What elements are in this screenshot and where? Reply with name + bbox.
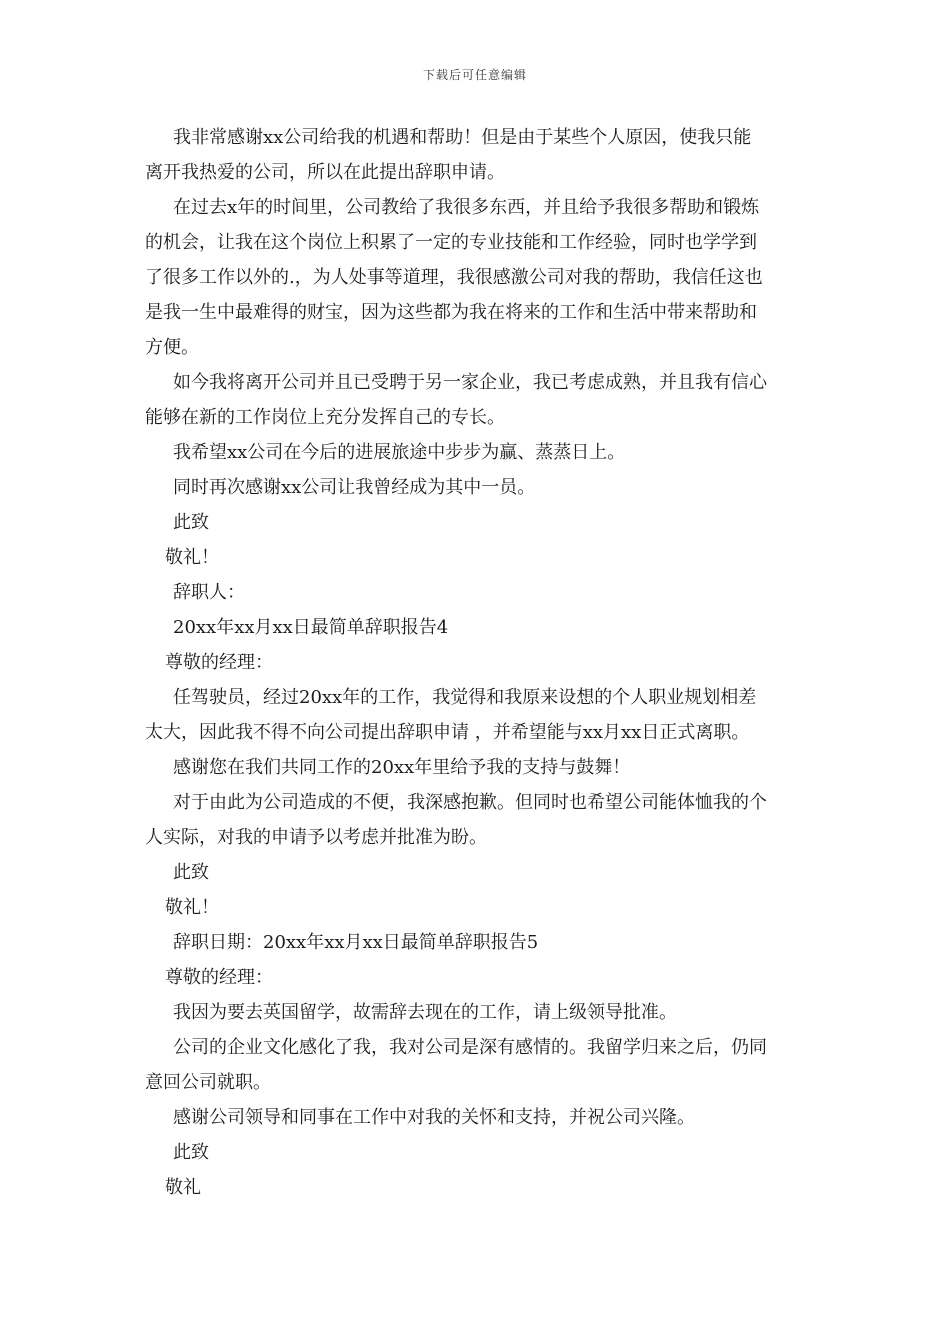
salutation-line: 敬礼！ [165,897,219,918]
paragraph-line: 我希望xx公司在今后的进展旅途中步步为赢、蒸蒸日上。 [173,442,626,463]
paragraph-line: 任驾驶员，经过20xx年的工作，我觉得和我原来设想的个人职业规划相差 [173,687,757,708]
paragraph-line: 意回公司就职。 [145,1072,271,1093]
document-body [145,120,810,1205]
greeting-line: 尊敬的经理： [165,652,273,673]
paragraph-line: 了很多工作以外的.，为人处事等道理，我很感激公司对我的帮助，我信任这也 [145,267,763,288]
date-title-line: 辞职日期：20xx年xx月xx日最简单辞职报告5 [173,932,539,953]
paragraph-line: 我因为要去英国留学，故需辞去现在的工作，请上级领导批准。 [173,1002,677,1023]
paragraph-line: 感谢公司领导和同事在工作中对我的关怀和支持，并祝公司兴隆。 [173,1107,695,1128]
date-title-line: 20xx年xx月xx日最简单辞职报告4 [173,617,449,638]
closing-line: 此致 [173,1142,209,1163]
paragraph-line: 公司的企业文化感化了我，我对公司是深有感情的。我留学归来之后，仍同 [173,1037,767,1058]
signature-line: 辞职人： [173,582,245,603]
closing-line: 此致 [173,862,209,883]
greeting-line: 尊敬的经理： [165,967,273,988]
salutation-line: 敬礼！ [165,547,219,568]
paragraph-line: 同时再次感谢xx公司让我曾经成为其中一员。 [173,477,536,498]
paragraph-line: 太大，因此我不得不向公司提出辞职申请 ，并希望能与xx月xx日正式离职。 [145,722,750,743]
paragraph-line: 方便。 [145,337,199,358]
header-note: 下载后可任意编辑 [422,68,527,82]
closing-line: 此致 [173,512,209,533]
paragraph-line: 我非常感谢xx公司给我的机遇和帮助！但是由于某些个人原因，使我只能 [173,127,752,148]
salutation-line: 敬礼 [165,1177,201,1198]
paragraph-line: 在过去x年的时间里，公司教给了我很多东西，并且给予我很多帮助和锻炼 [173,197,760,218]
paragraph-line: 的机会，让我在这个岗位上积累了一定的专业技能和工作经验，同时也学学到 [145,232,757,253]
paragraph-line: 人实际，对我的申请予以考虑并批准为盼。 [145,827,487,848]
paragraph-line: 感谢您在我们共同工作的20xx年里给予我的支持与鼓舞！ [173,757,631,778]
paragraph-line: 如今我将离开公司并且已受聘于另一家企业，我已考虑成熟，并且我有信心 [173,372,767,393]
paragraph-line: 能够在新的工作岗位上充分发挥自己的专长。 [145,407,505,428]
paragraph-line: 离开我热爱的公司，所以在此提出辞职申请。 [145,162,505,183]
paragraph-line: 对于由此为公司造成的不便，我深感抱歉。但同时也希望公司能体恤我的个 [173,792,767,813]
paragraph-line: 是我一生中最难得的财宝，因为这些都为我在将来的工作和生活中带来帮助和 [145,302,757,323]
